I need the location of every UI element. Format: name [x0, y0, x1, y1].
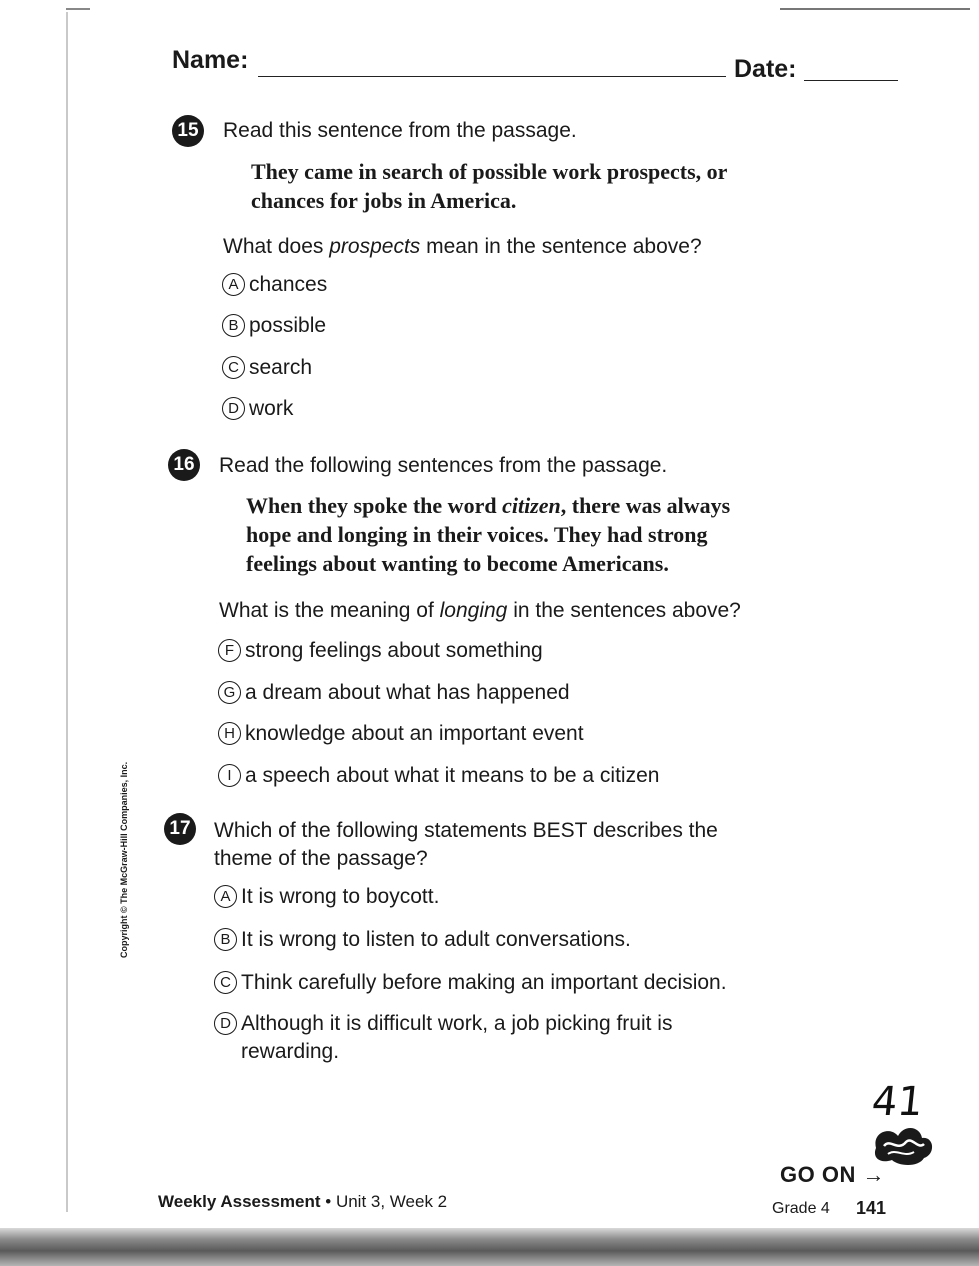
quote-line: chances for jobs in America.	[251, 188, 517, 213]
question-17-prompt	[214, 817, 718, 873]
choice-text: It is wrong to boycott.	[241, 885, 440, 908]
quote-line: hope and longing in their voices. They had strong	[246, 522, 708, 547]
quote-line	[246, 491, 730, 520]
question-16-question	[219, 597, 741, 625]
question-text: in the sentences above?	[507, 599, 741, 622]
answer-bubble[interactable]: H	[218, 722, 241, 745]
answer-bubble[interactable]: G	[218, 681, 241, 704]
answer-bubble[interactable]: B	[222, 314, 245, 337]
choice-15-a[interactable]	[222, 271, 327, 299]
answer-bubble[interactable]: C	[214, 971, 237, 994]
choice-17-b[interactable]	[214, 926, 631, 954]
quote-line: feelings about wanting to become Americans.	[246, 551, 669, 576]
answer-bubble[interactable]: C	[222, 356, 245, 379]
grade-label: Grade 4	[772, 1200, 830, 1217]
quote-line: They came in search of possible work prospects, or	[251, 159, 728, 184]
question-text: mean in the sentence above?	[420, 235, 702, 258]
choice-text: Think carefully before making an important decision.	[241, 971, 727, 994]
prompt-line: theme of the passage?	[214, 847, 428, 870]
choice-text: a dream about what has happened	[245, 681, 570, 704]
date-field-line[interactable]	[804, 80, 898, 81]
scan-mark-top-right	[780, 8, 970, 10]
quote-term: citizen	[502, 493, 561, 518]
question-16-number: 16	[168, 449, 200, 481]
choice-16-h[interactable]	[218, 720, 584, 748]
choice-17-a[interactable]	[214, 883, 439, 911]
prompt-line: Which of the following statements BEST describes the	[214, 819, 718, 842]
answer-bubble[interactable]: D	[222, 397, 245, 420]
name-field-line[interactable]	[258, 76, 726, 77]
question-16-prompt: Read the following sentences from the passage.	[219, 454, 668, 477]
answer-bubble[interactable]: F	[218, 639, 241, 662]
choice-text: chances	[249, 273, 328, 296]
choice-text	[241, 1010, 672, 1066]
question-16-quote	[246, 491, 730, 578]
assessment-unit: Unit 3, Week 2	[335, 1192, 448, 1211]
assessment-title: Weekly Assessment	[158, 1192, 321, 1211]
question-15-number: 15	[172, 115, 204, 147]
answer-bubble[interactable]: I	[218, 764, 241, 787]
choice-text: knowledge about an important event	[245, 722, 584, 745]
quote-text: , there was always	[560, 493, 731, 518]
copyright-notice: Copyright © The McGraw-Hill Companies, Inc.	[119, 761, 129, 958]
question-term: longing	[439, 599, 508, 622]
handwritten-score: 41	[869, 1079, 926, 1125]
scan-edge-bottom	[0, 1228, 979, 1266]
choice-text: possible	[249, 314, 327, 337]
question-15-prompt: Read this sentence from the passage.	[223, 119, 577, 142]
question-text: What does	[223, 235, 330, 258]
choice-17-c[interactable]	[214, 969, 727, 997]
answer-bubble[interactable]: A	[222, 273, 245, 296]
choice-15-d[interactable]	[222, 395, 293, 423]
choice-15-b[interactable]	[222, 312, 326, 340]
choice-line: rewarding.	[241, 1040, 340, 1063]
question-text: What is the meaning of	[219, 599, 440, 622]
footer-bullet: •	[320, 1192, 336, 1211]
scan-mark-top-left	[66, 8, 90, 10]
choice-line: Although it is difficult work, a job picking fruit is	[241, 1012, 673, 1035]
choice-text: work	[249, 397, 294, 420]
question-17-number: 17	[164, 813, 196, 845]
choice-16-f[interactable]	[218, 637, 543, 665]
choice-text: strong feelings about something	[245, 639, 543, 662]
quote-text: When they spoke the word	[246, 493, 503, 518]
handwritten-scribble-icon	[868, 1118, 938, 1168]
choice-16-g[interactable]	[218, 679, 570, 707]
choice-16-i[interactable]	[218, 762, 659, 790]
choice-text: It is wrong to listen to adult conversations.	[241, 928, 631, 951]
choice-15-c[interactable]	[222, 354, 312, 382]
go-on-indicator: GO ON →	[780, 1162, 885, 1187]
date-label: Date:	[734, 55, 797, 83]
question-term: prospects	[329, 235, 421, 258]
name-label: Name:	[172, 46, 249, 74]
question-15-quote	[251, 157, 727, 215]
answer-bubble[interactable]: B	[214, 928, 237, 951]
footer-assessment	[158, 1192, 447, 1212]
question-15-question	[223, 233, 702, 261]
choice-text: search	[249, 356, 313, 379]
choice-17-d[interactable]	[214, 1010, 672, 1066]
answer-bubble[interactable]: A	[214, 885, 237, 908]
scan-edge-left	[66, 12, 68, 1212]
answer-bubble[interactable]: D	[214, 1012, 237, 1035]
choice-text: a speech about what it means to be a citizen	[245, 764, 660, 787]
page-number: 141	[856, 1198, 887, 1218]
